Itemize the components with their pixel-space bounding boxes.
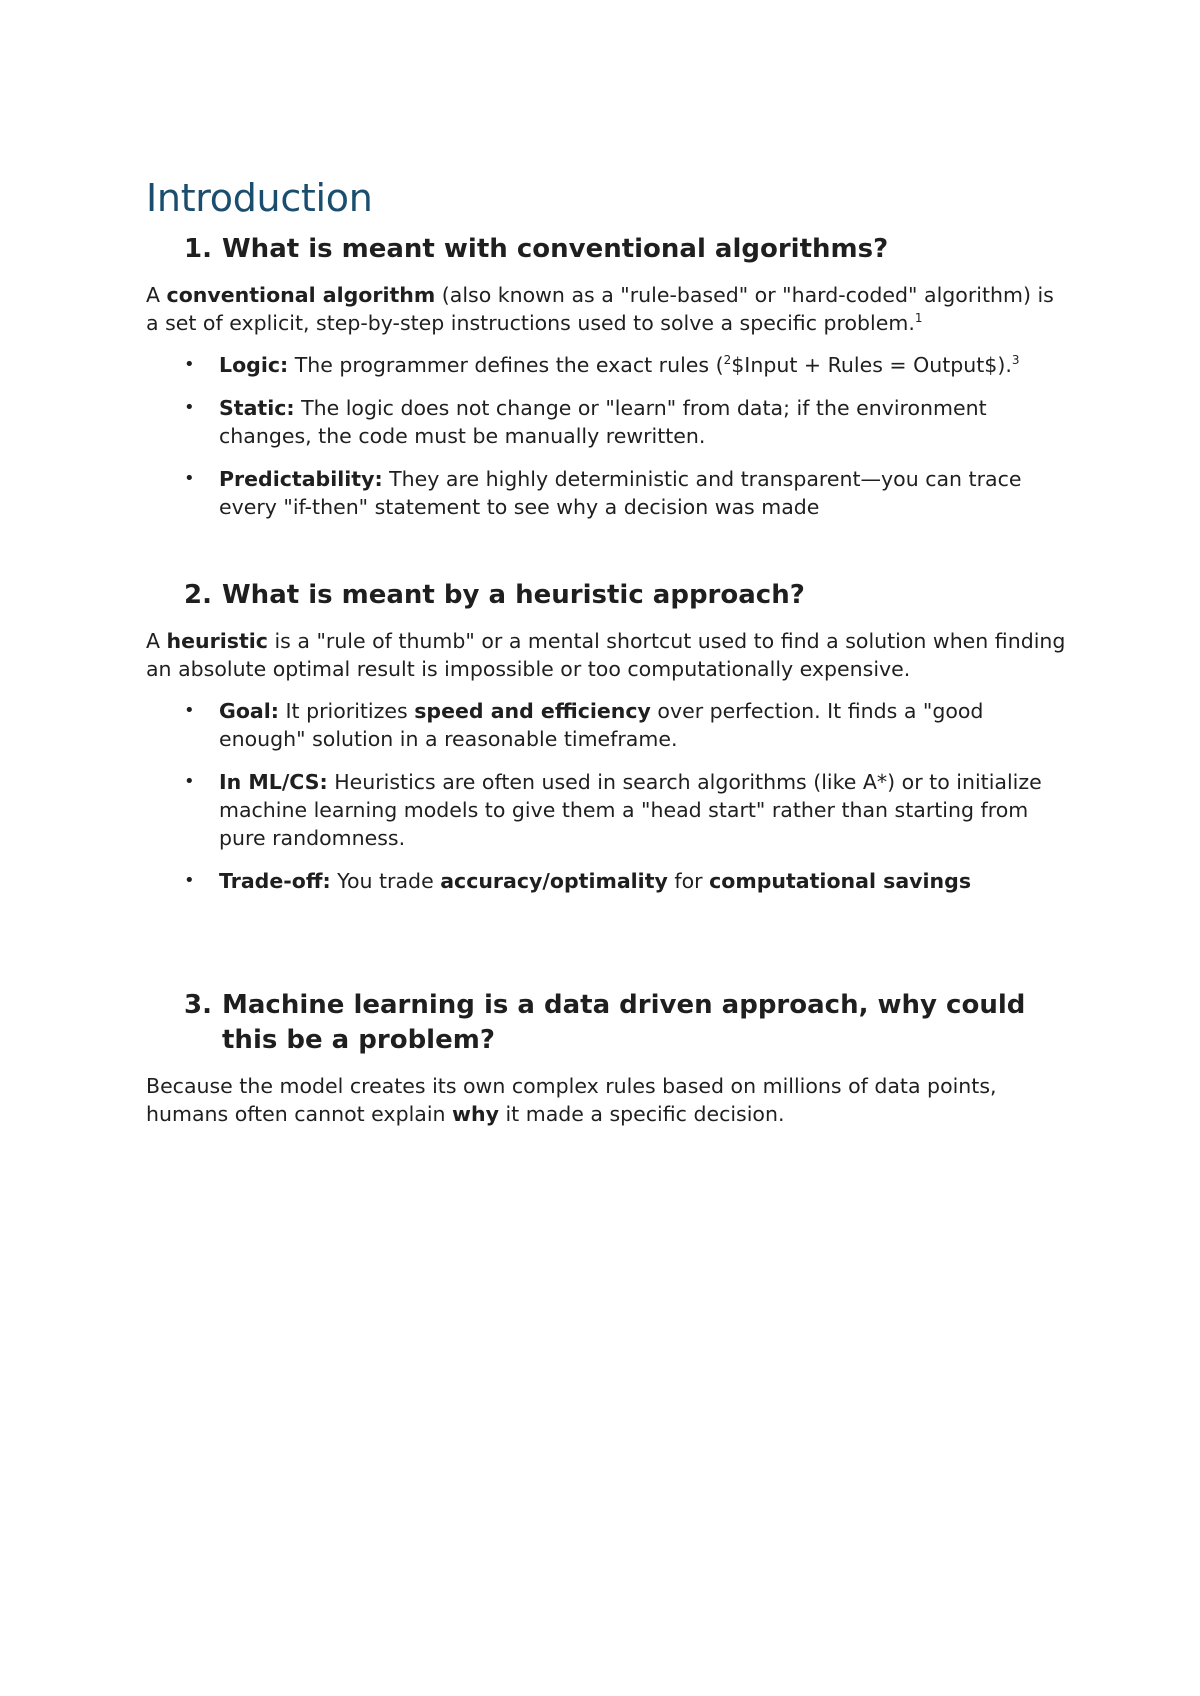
- paragraph-text: A: [146, 282, 167, 307]
- page-title: Introduction: [146, 176, 373, 220]
- bullet-text: for: [667, 868, 710, 893]
- paragraph-text: it made a specific decision.: [498, 1101, 785, 1126]
- paragraph-bold-term: conventional algorithm: [166, 282, 436, 307]
- list-item: [146, 351, 1066, 379]
- section-1-bullet-list: [146, 351, 1066, 521]
- section-2-paragraph: [146, 627, 1066, 683]
- bullet-text: They are highly deterministic and transparent—you can trace every "if-then" statement to see why a decision was made: [219, 466, 1022, 519]
- section-number: 1.: [184, 233, 212, 264]
- bullet-text: $Input + Rules = Output$).: [731, 352, 1012, 377]
- paragraph-text: is a "rule of thumb" or a mental shortcut used to find a solution when finding an absolute optimal result is impossible or too computationally expensive.: [146, 628, 1066, 681]
- section-number: 2.: [184, 579, 212, 610]
- paragraph-text: Because the model creates its own complex rules based on millions of data points, humans often cannot explain: [146, 1073, 997, 1126]
- section-2-bullet-list: [146, 697, 1066, 895]
- list-item: [146, 465, 1066, 521]
- bullet-bold-text: computational savings: [709, 868, 972, 893]
- footnote-marker[interactable]: 3: [1011, 352, 1020, 367]
- section-1-paragraph: [146, 281, 1066, 337]
- section-heading-text: Machine learning is a data driven approach, why could this be a problem?: [222, 989, 1026, 1055]
- bullet-text: It prioritizes: [278, 698, 415, 723]
- bullet-label: In ML/CS:: [219, 769, 328, 794]
- list-item: [146, 768, 1066, 852]
- bullet-icon: •: [184, 869, 195, 891]
- bullet-text: The programmer defines the exact rules (: [288, 352, 724, 377]
- bullet-icon: •: [184, 770, 195, 792]
- section-heading-text: What is meant by a heuristic approach?: [222, 579, 805, 610]
- bullet-icon: •: [184, 396, 195, 418]
- section-number: 3.: [184, 989, 212, 1020]
- footnote-marker[interactable]: 2: [723, 352, 732, 367]
- bullet-text: You trade: [330, 868, 441, 893]
- section-heading-text: What is meant with conventional algorithms?: [222, 233, 889, 264]
- bullet-label: Trade-off:: [219, 868, 331, 893]
- section-heading-3: [184, 988, 1066, 1058]
- bullet-icon: •: [184, 467, 195, 489]
- bullet-bold-text: accuracy/optimality: [440, 868, 668, 893]
- document-page: [146, 176, 1066, 1142]
- list-item: [146, 697, 1066, 753]
- bullet-label: Goal:: [219, 698, 279, 723]
- paragraph-text: (also known as a "rule-based" or "hard-coded" algorithm) is a set of explicit, step-by-step instructions used to solve a specific problem.: [146, 282, 1054, 335]
- bullet-text: over perfection. It finds a "good enough" solution in a reasonable timeframe.: [219, 698, 984, 751]
- list-item: [146, 867, 1066, 895]
- bullet-icon: •: [184, 699, 195, 721]
- paragraph-bold-term: why: [452, 1101, 499, 1126]
- section-heading-1: [184, 232, 1066, 267]
- paragraph-text: A: [146, 628, 167, 653]
- bullet-text: Heuristics are often used in search algorithms (like A*) or to initialize machine learning models to give them a "head start" rather than starting from pure randomness.: [219, 769, 1042, 850]
- bullet-icon: •: [184, 353, 195, 375]
- bullet-label: Static:: [219, 395, 295, 420]
- bullet-text: The logic does not change or "learn" from data; if the environment changes, the code must be manually rewritten.: [219, 395, 987, 448]
- bullet-bold-text: speed and efficiency: [414, 698, 651, 723]
- paragraph-bold-term: heuristic: [166, 628, 268, 653]
- bullet-label: Predictability:: [219, 466, 383, 491]
- section-heading-2: [184, 578, 1066, 613]
- list-item: [146, 394, 1066, 450]
- bullet-label: Logic:: [219, 352, 289, 377]
- section-3-paragraph: [146, 1072, 1066, 1128]
- footnote-marker[interactable]: 1: [914, 310, 923, 325]
